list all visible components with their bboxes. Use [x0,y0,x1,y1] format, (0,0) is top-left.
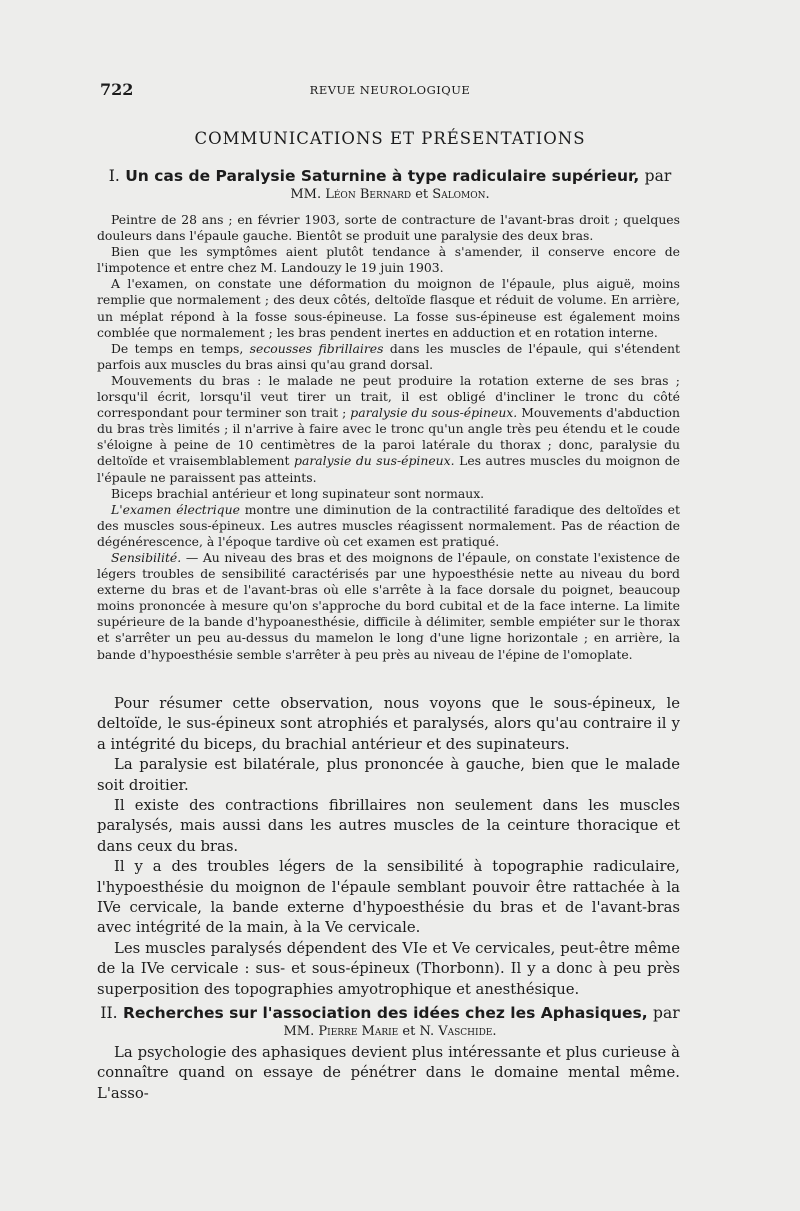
summary-paragraph: Les muscles paralysés dépendent des VIe et Ve cervicales, peut-être même de la IVe cervicale : sus- et sous-épineux (Thorbonn). Il y a donc à peu près superposition des topographies amyotrophique et anesthésique. [97,939,680,998]
author-name: Salomon. [432,187,490,202]
observation-paragraph: Peintre de 28 ans ; en février 1903, sorte de contracture de l'avant-bras droit ; quelques douleurs dans l'épaule gauche. Bientôt se produit une paralysie des deux bras. [97,212,680,244]
italic-term: Sensibilité. [111,549,182,565]
author-name: N. Vaschide. [419,1024,497,1039]
section-heading: COMMUNICATIONS ET PRÉSENTATIONS [194,129,586,148]
italic-term: L'examen électrique [111,501,240,517]
article-1-heading [100,166,680,203]
summary-paragraph: Il existe des contractions fibrillaires non seulement dans les muscles paralysés, mais aussi dans les autres muscles de la ceinture thoracique et dans ceux du bras. [97,797,680,855]
article-2-numeral: II. [100,1004,118,1022]
article-2-by: par [653,1004,680,1022]
observation-paragraph: L'examen électrique montre une diminution de la contractilité faradique des deltoïdes et des muscles sous-épineux. Les autres muscles réagissent normalement. Pas de réaction de dégénérescence, à l'époque tardive où cet examen est pratiqué. [97,501,680,549]
article-1-title [100,166,680,186]
body-paragraph: La psychologie des aphasiques devient plus intéressante et plus curieuse à connaître quand on essaye de pénétrer dans le domaine mental même. L'asso- [97,1044,680,1102]
article-2-authors [100,1023,680,1040]
italic-term: paralysie du sus-épineux. [294,453,455,469]
observation-paragraph: Biceps brachial antérieur et long supinateur sont normaux. [111,485,485,501]
running-title: REVUE NEUROLOGIQUE [309,83,471,97]
observation-paragraph: De temps en temps, secousses fibrillaires dans les muscles de l'épaule, qui s'étendent parfois aux muscles du bras ainsi qu'au grand dorsal. [97,340,680,372]
article-2-heading [100,1003,680,1040]
summary-paragraph: Il y a des troubles légers de la sensibilité à topographie radiculaire, l'hypoesthésie du moignon de l'épaule semblant pouvoir être rattachée à la IVe cervicale, la bande externe d'hypoesthésie du bras et de l'avant-bras avec intégrité de la main, à la Ve cervicale. [97,858,680,937]
observation-paragraph: Mouvements du bras : le malade ne peut produire la rotation externe de ses bras ; lorsqu'il écrit, lorsqu'il veut tirer un trait, il est obligé d'incliner le tronc du côté correspondant pour terminer son trait ; paralysie du sous-épineux. Mouvements d'abduction du bras très limités ; il n'arrive à faire avec le tronc qu'un angle très peu étendu et le coude s'éloigne à peine de 10 centimètres de la paroi latérale du thorax ; donc, paralysie du deltoïde et vraisemblablement paralysie du sus-épineux. Les autres muscles du moignon de l'épaule ne paraissent pas atteints. [97,372,680,485]
article-1-title-text: Un cas de Paralysie Saturnine à type radiculaire supérieur, [125,167,640,185]
article-1-observation [97,212,680,663]
authors-conjunction: et [415,187,429,202]
article-2-body [97,1043,680,1104]
author-name: Léon Bernard [325,187,412,202]
article-1-authors [100,186,680,203]
observation-paragraph: Sensibilité. — Au niveau des bras et des moignons de l'épaule, on constate l'existence de légers troubles de sensibilité caractérisés par une hypoesthésie nette au niveau du bord externe du bras et de l'avant-bras où elle s'arrête à la face dorsale du poignet, beaucoup moins prononcée à mesure qu'on s'approche du bord cubital et de la face interne. La limite supérieure de la bande d'hypoanesthésie, difficile à délimiter, semble empiéter sur le thorax et s'arrêter un peu au-dessus du mamelon le long d'une ligne horizontale ; en arrière, la bande d'hypoesthésie semble s'arrêter à peu près au niveau de l'épine de l'omoplate. [97,549,680,662]
page-number: 722 [100,80,134,99]
authors-prefix: MM. [283,1024,315,1039]
italic-term: paralysie du sous-épineux. [350,405,518,421]
authors-prefix: MM. [290,187,322,202]
observation-paragraph: Bien que les symptômes aient plutôt tendance à s'amender, il conserve encore de l'impotence et entre chez M. Landouzy le 19 juin 1903. [97,244,680,276]
article-1-by: par [644,167,672,185]
page-header [100,80,680,102]
article-1-numeral: I. [108,167,120,185]
author-name: Pierre Marie [318,1024,399,1039]
summary-paragraph: La paralysie est bilatérale, plus prononcée à gauche, bien que le malade soit droitier. [97,756,680,794]
summary-paragraph: Pour résumer cette observation, nous voyons que le sous-épineux, le deltoïde, le sus-épineux sont atrophiés et paralysés, alors qu'au contraire il y a intégrité du biceps, du brachial antérieur et des supinateurs. [97,695,680,753]
observation-paragraph: A l'examen, on constate une déformation du moignon de l'épaule, plus aiguë, moins remplie que normalement ; des deux côtés, deltoïde flasque et réduit de volume. En arrière, un méplat répond à la fosse sous-épineuse. La fosse sus-épineuse est également moins comblée que normalement ; les bras pendent inertes en adduction et en rotation interne. [97,276,680,340]
article-1-summary [97,694,680,1000]
article-2-title-text: Recherches sur l'association des idées chez les Aphasiques, [122,1004,648,1022]
authors-conjunction: et [402,1024,416,1039]
article-2-title [100,1003,680,1023]
italic-term: secousses fibrillaires [249,340,384,356]
